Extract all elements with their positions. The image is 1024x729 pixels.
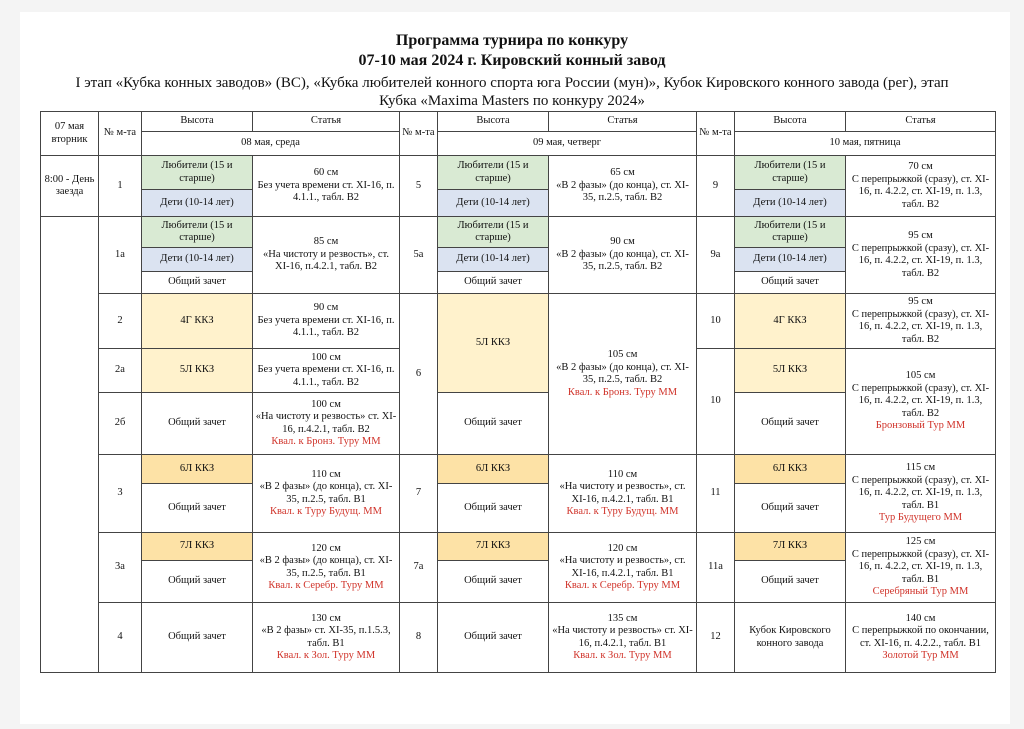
table-row xyxy=(41,533,996,561)
class-num: 12 xyxy=(697,603,735,673)
class-num: 2 xyxy=(99,294,142,349)
category-amateurs: Любители (15 и старше) xyxy=(735,217,846,248)
class-num: 6 xyxy=(400,294,438,455)
category-7l: 7Л ККЗ xyxy=(735,533,846,561)
category-5l: 5Л ККЗ xyxy=(735,349,846,393)
class-article: 110 см «В 2 фазы» (до конца), ст. XI-35, п.2.5, табл. В1 Квал. к Туру Будущ. ММ xyxy=(253,455,400,533)
subtitle: I этап «Кубка конных заводов» (ВС), «Кубка любителей конного спорта юга России (мун)», Кубок Кировского конного завода (рег), этап Кубка «Maxima Masters по конкуру 2024» xyxy=(75,75,949,109)
category-overall: Общий зачет xyxy=(142,272,253,294)
category-kids: Дети (10-14 лет) xyxy=(438,190,549,217)
class-num: 1 xyxy=(99,156,142,217)
category-4g: 4Г ККЗ xyxy=(735,294,846,349)
num-header: № м-та xyxy=(99,112,142,156)
article-header: Статья xyxy=(549,112,697,132)
title-line-1: Программа турнира по конкуру xyxy=(395,32,629,49)
category-6l: 6Л ККЗ xyxy=(142,455,253,484)
category-overall: Общий зачет xyxy=(438,603,549,673)
article-header: Статья xyxy=(253,112,400,132)
class-num: 2а xyxy=(99,349,142,393)
category-7l: 7Л ККЗ xyxy=(438,533,549,561)
category-overall: Общий зачет xyxy=(735,561,846,603)
day0-header: 07 мая вторник xyxy=(41,112,99,156)
class-article: 60 см Без учета времени ст. XI-16, п. 4.1.1., табл. В2 xyxy=(253,156,400,217)
class-num: 1а xyxy=(99,217,142,294)
category-overall: Общий зачет xyxy=(735,393,846,455)
category-overall: Общий зачет xyxy=(438,561,549,603)
category-overall: Общий зачет xyxy=(438,484,549,533)
class-article: 120 см «На чистоту и резвость», ст. XI-16, п.4.2.1, табл. В1 Квал. к Серебр. Туру ММ xyxy=(549,533,697,603)
category-overall: Общий зачет xyxy=(142,561,253,603)
height-header: Высота xyxy=(142,112,253,132)
num-header: № м-та xyxy=(400,112,438,156)
category-4g: 4Г ККЗ xyxy=(142,294,253,349)
class-num: 7 xyxy=(400,455,438,533)
class-article: 85 см «На чистоту и резвость», ст. XI-16, п.4.2.1, табл. В2 xyxy=(253,217,400,294)
class-article: 90 см «В 2 фазы» (до конца), ст. XI-35, п.2.5, табл. В2 xyxy=(549,217,697,294)
class-article: 130 см «В 2 фазы» ст. XI-35, п.1.5.3, табл. В1 Квал. к Зол. Туру ММ xyxy=(253,603,400,673)
class-article: 95 см С перепрыжкой (сразу), ст. XI-16, п. 4.2.2, ст. XI-19, п. 1.3, табл. В2 xyxy=(846,217,996,294)
table-row xyxy=(41,217,996,248)
category-kirov-cup: Кубок Кировского конного завода xyxy=(735,603,846,673)
class-num: 3а xyxy=(99,533,142,603)
table-row xyxy=(41,603,996,673)
article-header: Статья xyxy=(846,112,996,132)
class-num: 8 xyxy=(400,603,438,673)
class-num: 5 xyxy=(400,156,438,217)
category-overall: Общий зачет xyxy=(142,393,253,455)
class-article: 105 см «В 2 фазы» (до конца), ст. XI-35, п.2.5, табл. В2 Квал. к Бронз. Туру ММ xyxy=(549,294,697,455)
class-num: 3 xyxy=(99,455,142,533)
num-header: № м-та xyxy=(697,112,735,156)
category-kids: Дети (10-14 лет) xyxy=(735,248,846,272)
category-kids: Дети (10-14 лет) xyxy=(735,190,846,217)
category-kids: Дети (10-14 лет) xyxy=(142,248,253,272)
height-header: Высота xyxy=(438,112,549,132)
class-article: 120 см «В 2 фазы» (до конца), ст. XI-35, п.2.5, табл. В1 Квал. к Серебр. Туру ММ xyxy=(253,533,400,603)
category-overall: Общий зачет xyxy=(438,393,549,455)
class-num: 7а xyxy=(400,533,438,603)
class-num: 5а xyxy=(400,217,438,294)
vet-inspection-cell xyxy=(41,217,99,673)
day1-header: 08 мая, среда xyxy=(142,132,400,156)
arrival-cell: 8:00 - День заезда xyxy=(41,156,99,217)
category-amateurs: Любители (15 и старше) xyxy=(438,217,549,248)
category-overall: Общий зачет xyxy=(735,484,846,533)
category-overall: Общий зачет xyxy=(438,272,549,294)
class-article: 100 см «На чистоту и резвость» ст. XI-16, п.4.2.1, табл. В2 Квал. к Бронз. Туру ММ xyxy=(253,393,400,455)
class-num: 10 xyxy=(697,349,735,455)
height-header: Высота xyxy=(735,112,846,132)
table-row xyxy=(41,455,996,484)
schedule-table xyxy=(40,111,996,673)
category-6l: 6Л ККЗ xyxy=(735,455,846,484)
category-7l: 7Л ККЗ xyxy=(142,533,253,561)
category-kids: Дети (10-14 лет) xyxy=(142,190,253,217)
category-5l: 5Л ККЗ xyxy=(142,349,253,393)
table-row xyxy=(41,156,996,190)
category-overall: Общий зачет xyxy=(142,603,253,673)
header-row xyxy=(41,112,996,132)
class-article: 110 см «На чистоту и резвость», ст. XI-16, п.4.2.1, табл. В1 Квал. к Туру Будущ. ММ xyxy=(549,455,697,533)
class-num: 9а xyxy=(697,217,735,294)
class-num: 4 xyxy=(99,603,142,673)
category-amateurs: Любители (15 и старше) xyxy=(142,156,253,190)
class-article: 70 см С перепрыжкой (сразу), ст. XI-16, п. 4.2.2, ст. XI-19, п. 1.3, табл. В2 xyxy=(846,156,996,217)
class-article: 115 см С перепрыжкой (сразу), ст. XI-16, п. 4.2.2, ст. XI-19, п. 1.3, табл. В1 Тур Будущего ММ xyxy=(846,455,996,533)
class-article: 105 см С перепрыжкой (сразу), ст. XI-16, п. 4.2.2, ст. XI-19, п. 1.3, табл. В2 Бронзовый Тур ММ xyxy=(846,349,996,455)
category-overall: Общий зачет xyxy=(142,484,253,533)
category-amateurs: Любители (15 и старше) xyxy=(142,217,253,248)
class-article: 135 см «На чистоту и резвость» ст. XI-16, п.4.2.1, табл. В1 Квал. к Зол. Туру ММ xyxy=(549,603,697,673)
class-num: 9 xyxy=(697,156,735,217)
class-article: 90 см Без учета времени ст. XI-16, п. 4.1.1., табл. В2 xyxy=(253,294,400,349)
class-num: 10 xyxy=(697,294,735,349)
category-5l: 5Л ККЗ xyxy=(438,294,549,393)
class-num: 11а xyxy=(697,533,735,603)
class-article: 100 см Без учета времени ст. XI-16, п. 4.1.1., табл. В2 xyxy=(253,349,400,393)
title-line-2: 07-10 мая 2024 г. Кировский конный завод xyxy=(358,52,666,69)
category-amateurs: Любители (15 и старше) xyxy=(438,156,549,190)
class-article: 140 см С перепрыжкой по окончании, ст. XI-16, п. 4.2.2., табл. В1 Золотой Тур ММ xyxy=(846,603,996,673)
category-kids: Дети (10-14 лет) xyxy=(438,248,549,272)
day-row xyxy=(41,132,996,156)
class-article: 95 см С перепрыжкой (сразу), ст. XI-16, п. 4.2.2, ст. XI-19, п. 1.3, табл. В2 xyxy=(846,294,996,349)
category-6l: 6Л ККЗ xyxy=(438,455,549,484)
class-num: 11 xyxy=(697,455,735,533)
class-article: 65 см «В 2 фазы» (до конца), ст. XI-35, п.2.5, табл. В2 xyxy=(549,156,697,217)
day3-header: 10 мая, пятница xyxy=(735,132,996,156)
class-article: 125 см С перепрыжкой (сразу), ст. XI-16, п. 4.2.2, ст. XI-19, п. 1.3, табл. В1 Серебряный Тур ММ xyxy=(846,533,996,603)
category-amateurs: Любители (15 и старше) xyxy=(735,156,846,190)
day2-header: 09 мая, четверг xyxy=(438,132,697,156)
category-overall: Общий зачет xyxy=(735,272,846,294)
class-num: 2б xyxy=(99,393,142,455)
table-row xyxy=(41,294,996,349)
